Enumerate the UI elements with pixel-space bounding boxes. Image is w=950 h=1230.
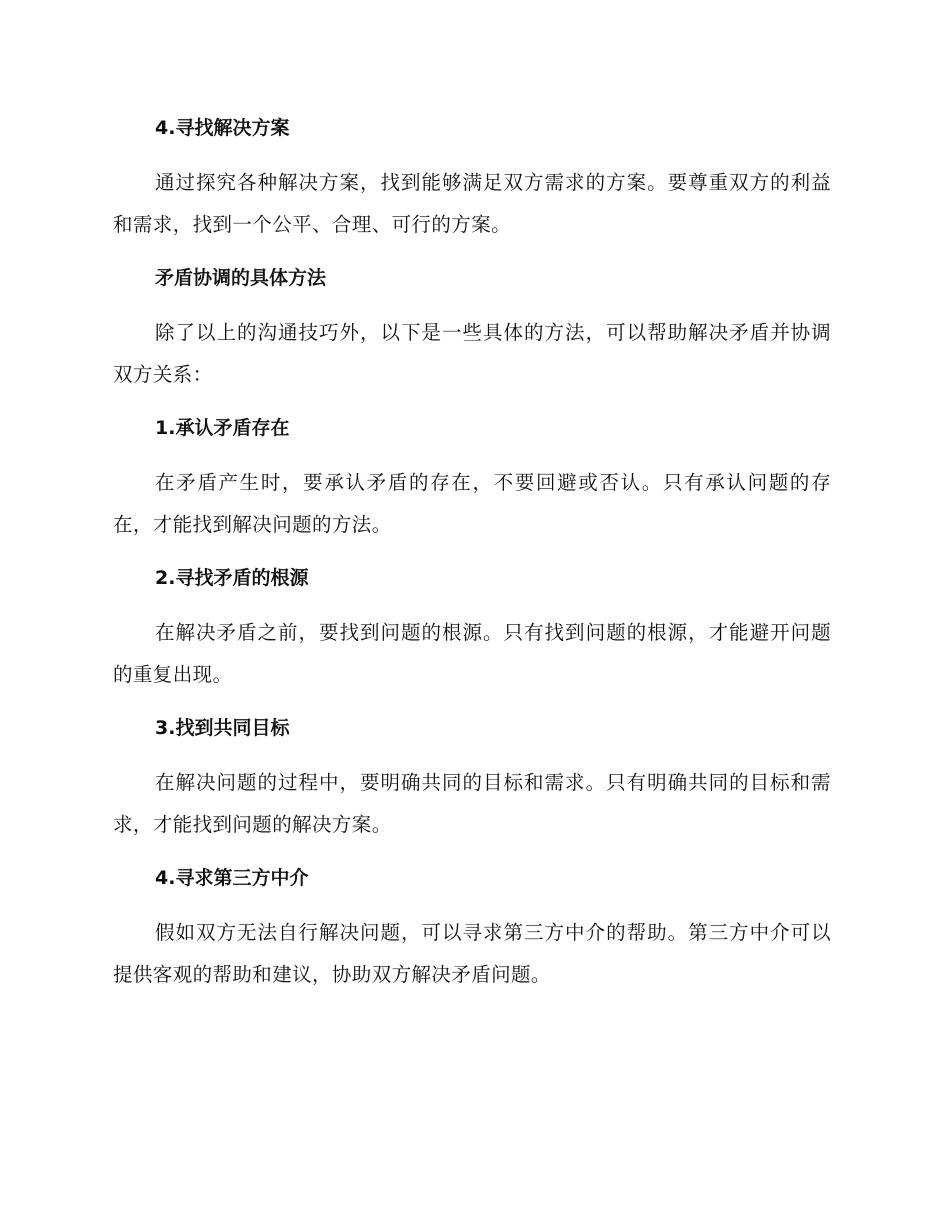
section-heading: 1.承认矛盾存在 [155,417,290,439]
paragraph: 假如双方无法自行解决问题，可以寻求第三方中介的帮助。第三方中介可以提供客观的帮助和建议，协助双方解决矛盾问题。 [113,921,831,986]
paragraph: 在解决问题的过程中，要明确共同的目标和需求。只有明确共同的目标和需求，才能找到问题的解决方案。 [113,771,831,836]
paragraph: 在解决矛盾之前，要找到问题的根源。只有找到问题的根源，才能避开问题的重复出现。 [113,621,831,686]
paragraph: 通过探究各种解决方案，找到能够满足双方需求的方案。要尊重双方的利益和需求，找到一个公平、合理、可行的方案。 [113,171,831,236]
paragraph: 在矛盾产生时，要承认矛盾的存在，不要回避或否认。只有承认问题的存在，才能找到解决问题的方法。 [113,471,831,536]
paragraph: 除了以上的沟通技巧外，以下是一些具体的方法，可以帮助解决矛盾并协调双方关系： [113,321,831,386]
section-heading: 3.找到共同目标 [155,717,290,739]
section-heading: 4.寻找解决方案 [155,117,290,139]
section-heading: 4.寻求第三方中介 [155,867,309,889]
section-heading: 矛盾协调的具体方法 [155,267,327,289]
document-page [113,108,831,996]
section-heading: 2.寻找矛盾的根源 [155,567,309,589]
